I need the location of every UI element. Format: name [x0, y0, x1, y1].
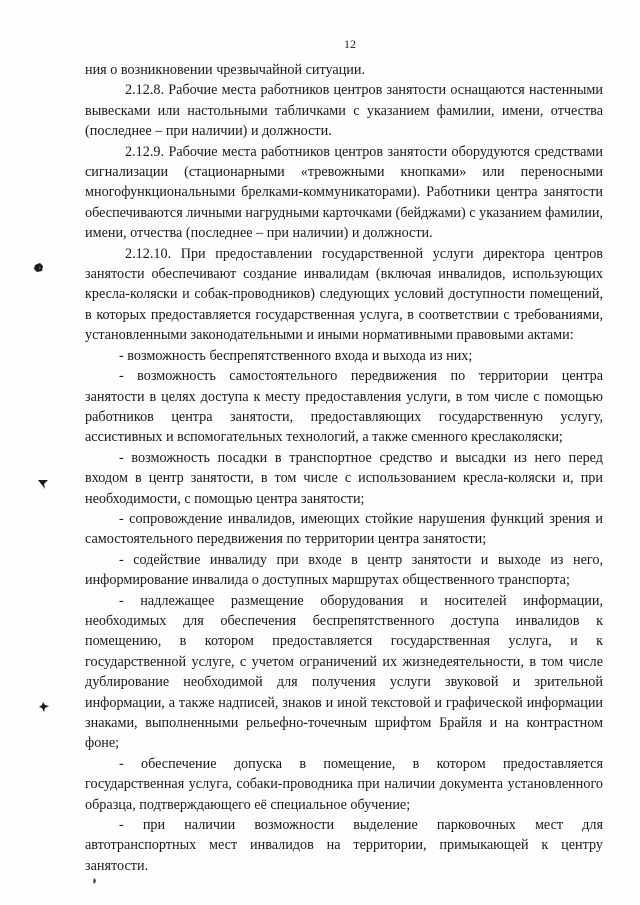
body-text: [85, 60, 603, 876]
list-item: - надлежащее размещение оборудования и носителей информации, необходимых для обеспечения беспрепятственного доступа инвалидов к помещению, в котором предоставляется государственная услуга, и к государственной услуге, с учетом ограничений их жизнедеятельности, в том числе дублирование необходимой для получения услуги звуковой и зрительной информации, а также надписей, знаков и иной текстовой и графической информации знаками, выполненными рельефно-точечным шрифтом Брайля и на контрастном фоне;: [85, 592, 603, 752]
paragraph-2-12-10: 2.12.10. При предоставлении государственной услуги директора центров занятости обеспечивают создание инвалидам (включая инвалидов, использующих кресла-коляски и собак-проводников) следующих условий доступности помещений, в которых предоставляется государственная услуга, в соответствии с требованиями, установленными законодательными и иными нормативными правовыми актами:: [85, 245, 603, 344]
paragraph-2-12-8: 2.12.8. Рабочие места работников центров занятости оснащаются настенными вывесками или настольными табличками с указанием фамилии, имени, отчества (последнее – при наличии) и должности.: [85, 82, 603, 140]
list-item: - возможность самостоятельного передвижения по территории центра занятости в целях доступа к месту предоставления услуги, в том числе с помощью работников центра занятости, предоставляющих государственную услугу, ассистивных и вспомогательных технологий, а также сменного креслаколяски;: [85, 368, 603, 446]
list-item: - содействие инвалиду при входе в центр занятости и выходе из него, информирование инвалида о доступных маршрутах общественного транспорта;: [85, 551, 603, 589]
scan-artifact-mark: [38, 701, 50, 713]
list-item: - при наличии возможности выделение парковочных мест для автотранспортных мест инвалидов на территории, примыкающей к центру занятости.: [85, 817, 603, 874]
page-number: 12: [344, 37, 356, 51]
paragraph-2-12-9: 2.12.9. Рабочие места работников центров занятости оборудуются средствами сигнализации (стационарными «тревожными кнопками» или переносными многофункциональными брелками-коммуникаторами). Работники центра занятости обеспечиваются личными нагрудными карточками (бейджами) с указанием фамилии, имени, отчества (последнее – при наличии) и должности.: [85, 143, 603, 242]
paragraph-continuation: ния о возникновении чрезвычайной ситуации.: [85, 62, 366, 78]
scan-artifact-mark: [33, 262, 45, 274]
list-item: - обеспечение допуска в помещение, в котором предоставляется государственная услуга, собаки-проводника при наличии документа установленного образца, подтверждающего её специальное обучение;: [85, 755, 603, 813]
list-item: - возможность посадки в транспортное средство и высадки из него перед входом в центр занятости, в том числе с использованием кресла-коляски и, при необходимости, с помощью центра занятости;: [85, 449, 603, 507]
list-item: - сопровождение инвалидов, имеющих стойкие нарушения функций зрения и самостоятельного передвижения по территории центра занятости;: [85, 510, 603, 548]
scan-artifact-mark: [92, 878, 98, 884]
list-item: - возможность беспрепятственного входа и выхода из них;: [119, 347, 473, 364]
scan-artifact-mark: [37, 478, 49, 490]
